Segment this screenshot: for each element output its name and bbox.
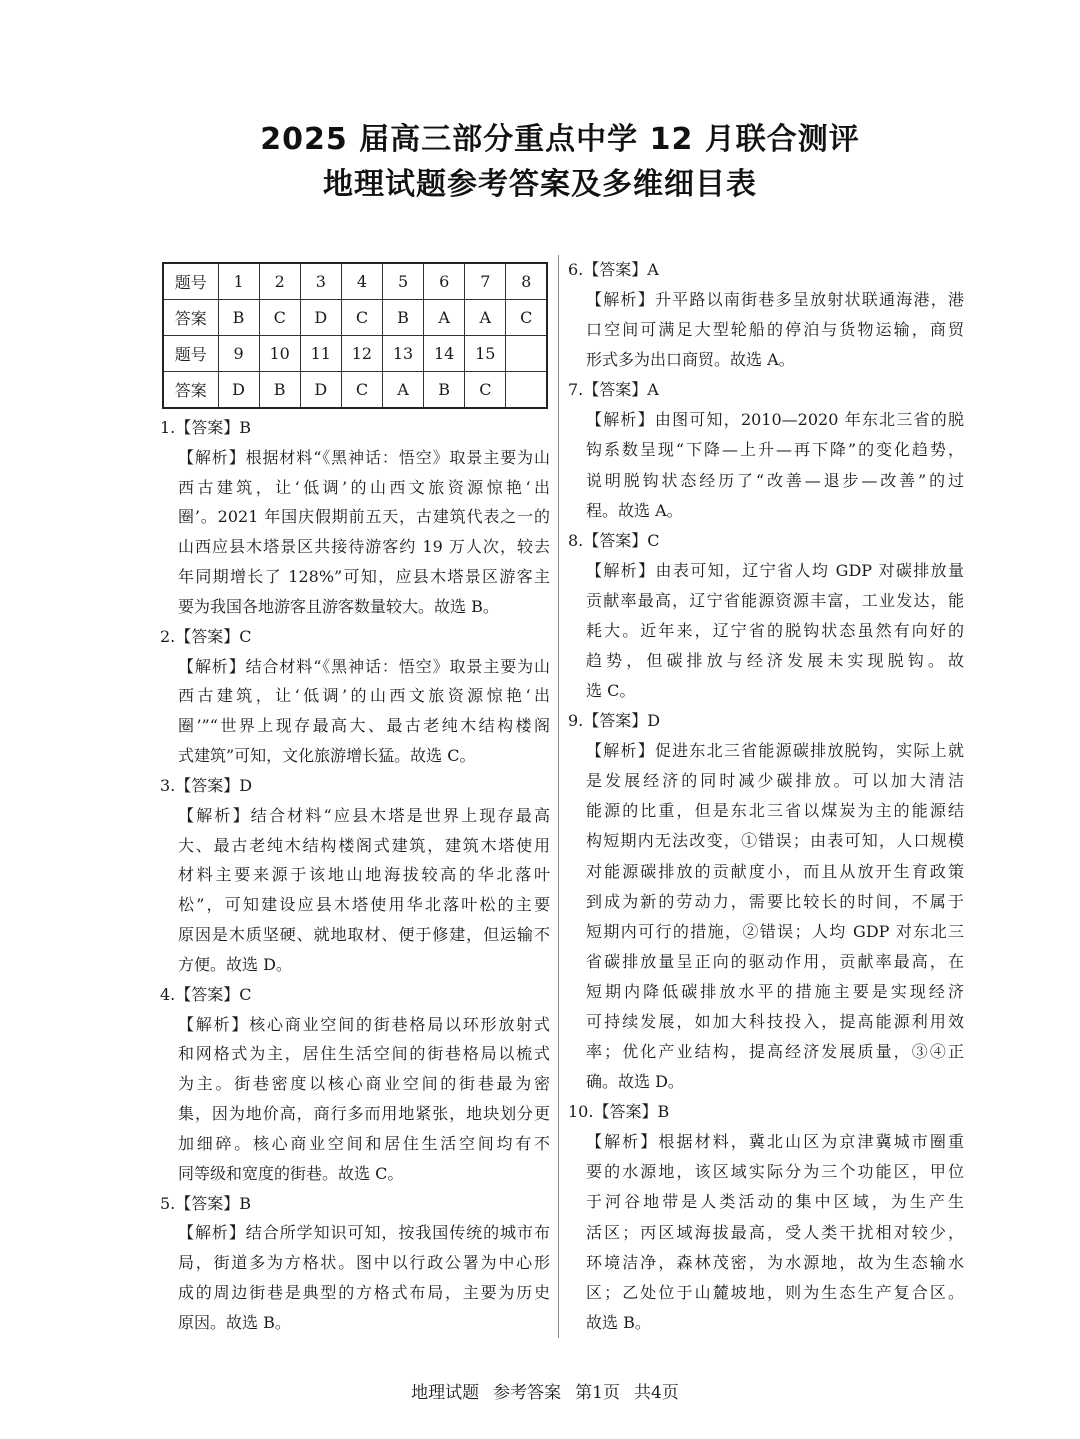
table-cell: B bbox=[259, 372, 300, 409]
table-row bbox=[163, 300, 547, 336]
footer-subject: 地理试题 bbox=[411, 1383, 480, 1403]
table-cell: 12 bbox=[341, 336, 382, 372]
table-cell: 13 bbox=[383, 336, 424, 372]
analysis-line: 口空间可满足大型轮船的停泊与货物运输，商贸 bbox=[586, 320, 964, 340]
footer-page-number: 第1页 bbox=[575, 1383, 620, 1403]
table-cell: D bbox=[300, 372, 341, 409]
answer-item-4 bbox=[160, 980, 552, 1189]
answer-item-10 bbox=[568, 1097, 966, 1338]
analysis-line: 和网格式为主，居住生活空间的街巷格局以梳式 bbox=[178, 1044, 550, 1064]
analysis-line: 于河谷地带是人类活动的集中区域，为生产生 bbox=[586, 1192, 964, 1212]
analysis-line: 山西应县木塔景区共接待游客约 19 万人次，较去 bbox=[178, 537, 550, 557]
analysis-line: 【解析】根据材料“《黑神话：悟空》取景主要为山 bbox=[178, 447, 550, 467]
left-column bbox=[160, 413, 552, 1338]
table-cell: 15 bbox=[465, 336, 506, 372]
analysis-line: 对能源碳排放的贡献度小，而且从放开生育政策 bbox=[586, 861, 964, 881]
answer-item-1 bbox=[160, 413, 552, 622]
answer-item-8 bbox=[568, 526, 966, 706]
analysis-line: 为主。街巷密度以核心商业空间的街巷最为密 bbox=[178, 1074, 550, 1094]
table-cell: B bbox=[218, 300, 259, 336]
analysis-line: 【解析】核心商业空间的街巷格局以环形放射式 bbox=[178, 1014, 550, 1034]
table-cell: A bbox=[465, 300, 506, 336]
table-header-cell: 答案 bbox=[163, 372, 218, 409]
table-cell: C bbox=[465, 372, 506, 409]
table-cell: 2 bbox=[259, 263, 300, 300]
analysis-line: 年同期增长了 128%”可知，应县木塔景区游客主 bbox=[178, 567, 550, 587]
answer-label: 6.【答案】A bbox=[568, 260, 659, 279]
table-cell bbox=[506, 372, 547, 409]
analysis-line: 原因。故选 B。 bbox=[178, 1312, 291, 1332]
analysis-line: 短期内降低碳排放水平的措施主要是实现经济 bbox=[586, 981, 964, 1001]
analysis-line: 局，街道多为方格状。图中以行政公署为中心形 bbox=[178, 1253, 550, 1273]
analysis-line: 率；优化产业结构，提高经济发展质量，③④正 bbox=[586, 1042, 964, 1062]
analysis-line: 钩系数呈现“下降—上升—再下降”的变化趋势， bbox=[586, 440, 964, 460]
table-cell: C bbox=[341, 300, 382, 336]
table-cell: C bbox=[506, 300, 547, 336]
table-cell: 5 bbox=[383, 263, 424, 300]
analysis-line: 能源的比重，但是东北三省以煤炭为主的能源结 bbox=[586, 801, 964, 821]
table-cell: D bbox=[218, 372, 259, 409]
table-cell: A bbox=[424, 300, 465, 336]
table-cell: B bbox=[424, 372, 465, 409]
analysis-line: 构短期内无法改变，①错误；由表可知，人口规模 bbox=[586, 831, 964, 851]
table-cell: 6 bbox=[424, 263, 465, 300]
table-cell: 14 bbox=[424, 336, 465, 372]
document-subtitle: 地理试题参考答案及多维细目表 bbox=[323, 167, 757, 202]
answer-label: 10.【答案】B bbox=[568, 1102, 670, 1122]
answer-item-3 bbox=[160, 771, 552, 980]
analysis-line: 【解析】促进东北三省能源碳排放脱钩，实际上就 bbox=[586, 741, 964, 761]
table-cell: 4 bbox=[341, 263, 382, 300]
analysis-line: 【解析】结合材料“《黑神话：悟空》取景主要为山 bbox=[178, 656, 550, 676]
analysis-line: 到成为新的劳动力，需要比较长的时间，不属于 bbox=[586, 891, 964, 911]
table-cell: 10 bbox=[259, 336, 300, 372]
analysis-line: 西古建筑，让‘低调’的山西文旅资源惊艳‘出 bbox=[178, 686, 550, 706]
analysis-line: 西古建筑，让‘低调’的山西文旅资源惊艳‘出 bbox=[178, 477, 550, 497]
analysis-line: 成的周边街巷是典型的方格式布局，主要为历史 bbox=[178, 1283, 550, 1303]
analysis-line: 程。故选 A。 bbox=[586, 500, 683, 520]
analysis-line: 松”，可知建设应县木塔使用华北落叶松的主要 bbox=[178, 895, 550, 915]
table-cell: B bbox=[383, 300, 424, 336]
analysis-line: 圈’”“世界上现存最高大、最古老纯木结构楼阁 bbox=[178, 716, 550, 736]
analysis-line: 说明脱钩状态经历了“改善—退步—改善”的过 bbox=[586, 470, 964, 490]
table-cell: C bbox=[259, 300, 300, 336]
analysis-line: 是发展经济的同时减少碳排放。可以加大清洁 bbox=[586, 771, 964, 791]
table-row bbox=[163, 336, 547, 372]
analysis-line: 可持续发展，如加大科技投入，提高能源利用效 bbox=[586, 1011, 964, 1031]
analysis-line: 集，因为地价高，商行多而用地紧张，地块划分更 bbox=[178, 1104, 550, 1124]
footer-type: 参考答案 bbox=[493, 1383, 562, 1403]
analysis-line: 圈’。2021 年国庆假期前五天，古建筑代表之一的 bbox=[178, 507, 550, 527]
right-column bbox=[568, 255, 966, 1338]
footer-page-total: 共4页 bbox=[634, 1383, 679, 1403]
analysis-line: 选 C。 bbox=[586, 681, 636, 701]
table-row bbox=[163, 263, 547, 300]
analysis-line: 耗大。近年来，辽宁省的脱钩状态虽然有向好的 bbox=[586, 620, 964, 640]
analysis-line: 式建筑”可知，文化旅游增长猛。故选 C。 bbox=[178, 746, 476, 766]
answer-item-7 bbox=[568, 375, 966, 525]
answer-label: 8.【答案】C bbox=[568, 530, 660, 550]
table-cell: D bbox=[300, 300, 341, 336]
table-cell bbox=[506, 336, 547, 372]
answer-item-6 bbox=[568, 255, 966, 375]
analysis-line: 【解析】由表可知，辽宁省人均 GDP 对碳排放量 bbox=[586, 560, 964, 580]
answer-label: 2.【答案】C bbox=[160, 626, 252, 646]
table-header-cell: 题号 bbox=[163, 336, 218, 372]
analysis-line: 形式多为出口商贸。故选 A。 bbox=[586, 350, 795, 370]
analysis-line: 活区；丙区域海拔最高，受人类干扰相对较少， bbox=[586, 1222, 964, 1242]
analysis-line: 确。故选 D。 bbox=[586, 1072, 684, 1092]
table-cell: 7 bbox=[465, 263, 506, 300]
answer-item-9 bbox=[568, 706, 966, 1097]
analysis-line: 加细碎。核心商业空间和居住生活空间均有不 bbox=[178, 1133, 550, 1153]
table-cell: 3 bbox=[300, 263, 341, 300]
table-cell: C bbox=[341, 372, 382, 409]
analysis-line: 区；乙处位于山麓坡地，则为生态生产复合区。 bbox=[586, 1282, 964, 1302]
analysis-line: 环境洁净，森林茂密，为水源地，故为生态输水 bbox=[586, 1252, 964, 1272]
analysis-line: 故选 B。 bbox=[586, 1312, 651, 1332]
analysis-line: 原因是木质坚硬、就地取材、便于修建，但运输不 bbox=[178, 925, 550, 945]
analysis-line: 【解析】升平路以南街巷多呈放射状联通海港，港 bbox=[586, 290, 964, 310]
analysis-line: 短期内可行的措施，②错误；人均 GDP 对东北三 bbox=[586, 921, 964, 941]
answer-table bbox=[162, 262, 548, 409]
table-cell: A bbox=[383, 372, 424, 409]
analysis-line: 大、最古老纯木结构楼阁式建筑，建筑木塔使用 bbox=[178, 835, 550, 855]
analysis-line: 材料主要来源于该地山地海拔较高的华北落叶 bbox=[178, 865, 550, 885]
answer-label: 7.【答案】A bbox=[568, 380, 659, 400]
table-cell: 11 bbox=[300, 336, 341, 372]
table-row bbox=[163, 372, 547, 409]
table-cell: 1 bbox=[218, 263, 259, 300]
answer-label: 9.【答案】D bbox=[568, 711, 661, 731]
answer-item-2 bbox=[160, 622, 552, 771]
page-footer bbox=[340, 1381, 750, 1405]
table-cell: 8 bbox=[506, 263, 547, 300]
table-cell: 9 bbox=[218, 336, 259, 372]
analysis-line: 【解析】由图可知，2010—2020 年东北三省的脱 bbox=[586, 410, 964, 430]
answer-item-5 bbox=[160, 1189, 552, 1338]
analysis-line: 【解析】根据材料，冀北山区为京津冀城市圈重 bbox=[586, 1132, 964, 1152]
analysis-line: 方便。故选 D。 bbox=[178, 954, 292, 974]
analysis-line: 贡献率最高，辽宁省能源资源丰富，工业发达，能 bbox=[586, 590, 964, 610]
analysis-line: 【解析】结合材料“应县木塔是世界上现存最高 bbox=[178, 805, 550, 825]
document-title: 2025 届高三部分重点中学 12 月联合测评 bbox=[260, 122, 860, 157]
analysis-line: 趋势，但碳排放与经济发展未实现脱钩。故 bbox=[586, 651, 964, 671]
analysis-line: 要的水源地，该区域实际分为三个功能区，甲位 bbox=[586, 1162, 964, 1182]
analysis-line: 同等级和宽度的街巷。故选 C。 bbox=[178, 1163, 404, 1183]
analysis-line: 要为我国各地游客且游客数量较大。故选 B。 bbox=[178, 596, 499, 616]
column-divider bbox=[558, 255, 559, 1338]
analysis-line: 【解析】结合所学知识可知，按我国传统的城市布 bbox=[178, 1223, 550, 1243]
answer-label: 5.【答案】B bbox=[160, 1193, 252, 1213]
analysis-line: 省碳排放量呈正向的驱动作用，贡献率最高，在 bbox=[586, 951, 964, 971]
table-header-cell: 题号 bbox=[163, 263, 218, 300]
answer-label: 4.【答案】C bbox=[160, 984, 252, 1004]
answer-label: 1.【答案】B bbox=[160, 418, 252, 437]
answer-label: 3.【答案】D bbox=[160, 775, 253, 795]
table-header-cell: 答案 bbox=[163, 300, 218, 336]
